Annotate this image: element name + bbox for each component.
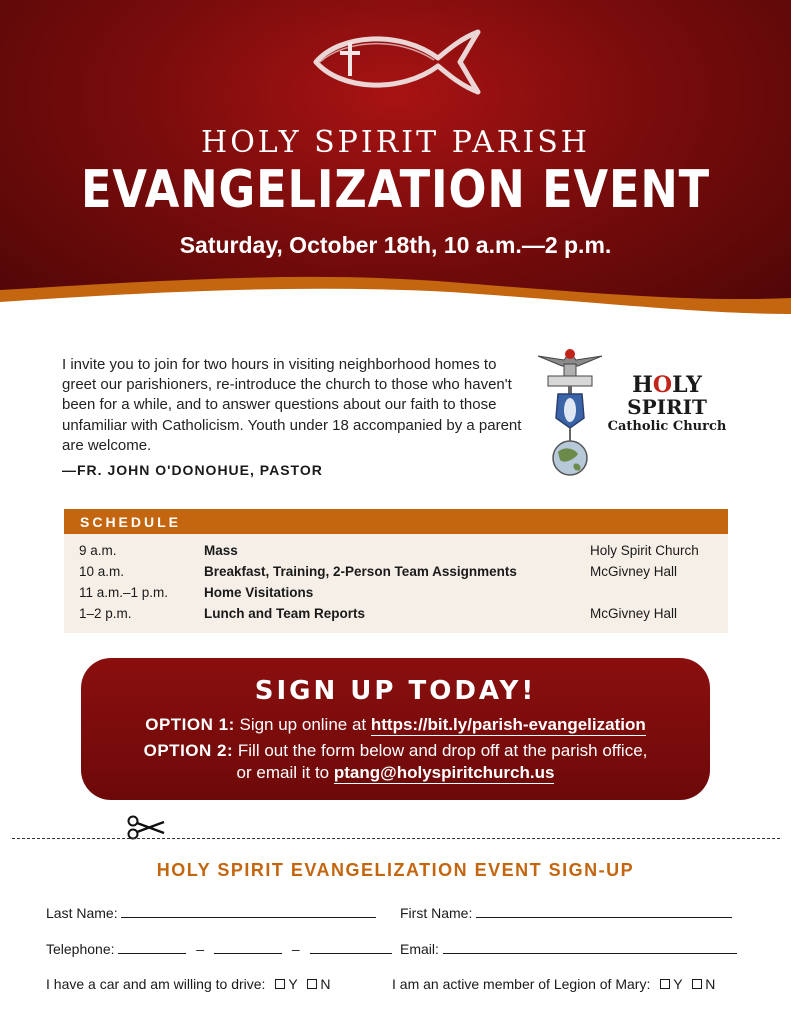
- cut-line: [12, 838, 780, 839]
- scissors-icon: [126, 813, 166, 841]
- schedule-heading: SCHEDULE: [64, 509, 728, 534]
- intro-paragraph: I invite you to join for two hours in visiting neighborhood homes to greet our parishioners, re-introduce the church to those who haven't been for a while, and to answer questions about our faith to those unfamiliar with Catholicism. Youth under 18 accompanied by a parent are welcome.: [62, 356, 522, 454]
- signup-title: SIGN UP TODAY!: [254, 676, 537, 706]
- option-1: OPTION 1: Sign up online at https://bit.ly/parish-evangelization: [145, 715, 646, 734]
- event-title: EVANGELIZATION EVENT: [80, 160, 711, 220]
- last-name-field[interactable]: Last Name:: [46, 904, 376, 921]
- email-line[interactable]: [443, 940, 737, 954]
- schedule-row: 1–2 p.m. Lunch and Team Reports McGivney Hall: [79, 606, 678, 621]
- schedule-row: 9 a.m. Mass Holy Spirit Church: [79, 543, 699, 558]
- schedule-row: 11 a.m.–1 p.m. Home Visitations: [79, 585, 314, 600]
- parish-name: HOLY SPIRIT PARISH: [201, 125, 590, 160]
- first-name-line[interactable]: [476, 904, 732, 918]
- church-logo: HOLY SPIRIT Catholic Church: [607, 372, 727, 434]
- first-name-field[interactable]: First Name:: [400, 904, 732, 921]
- ichthys-fish-icon: [310, 26, 482, 98]
- phone-number-line[interactable]: [310, 940, 392, 954]
- legion-no-checkbox[interactable]: [692, 979, 702, 989]
- flame-icon: O: [652, 372, 673, 398]
- email-field[interactable]: Email:: [400, 940, 737, 957]
- header-banner: [0, 0, 791, 318]
- car-question: I have a car and am willing to drive: Y N: [46, 976, 331, 992]
- form-title: HOLY SPIRIT EVANGELIZATION EVENT SIGN-UP: [156, 860, 635, 880]
- last-name-line[interactable]: [121, 904, 376, 918]
- header-wave: [0, 262, 791, 318]
- telephone-field[interactable]: Telephone: – –: [46, 940, 392, 957]
- phone-prefix-line[interactable]: [214, 940, 282, 954]
- legion-yes-checkbox[interactable]: [660, 979, 670, 989]
- email-link[interactable]: ptang@holyspiritchurch.us: [333, 763, 555, 782]
- signup-url-link[interactable]: https://bit.ly/parish-evangelization: [370, 715, 646, 734]
- signup-box: [81, 658, 710, 800]
- car-no-checkbox[interactable]: [307, 979, 317, 989]
- schedule-row: 10 a.m. Breakfast, Training, 2-Person Team Assignments McGivney Hall: [79, 564, 678, 579]
- pastor-signature: —FR. JOHN O'DONOHUE, PASTOR: [62, 462, 323, 478]
- option-2: OPTION 2: Fill out the form below and drop off at the parish office,: [143, 741, 648, 760]
- option-2-email-line: or email it to ptang@holyspiritchurch.us: [236, 763, 555, 782]
- car-yes-checkbox[interactable]: [275, 979, 285, 989]
- legion-question: I am an active member of Legion of Mary: Y N: [392, 976, 716, 992]
- event-date: Saturday, October 18th, 10 a.m.—2 p.m.: [179, 232, 612, 258]
- phone-area-code-line[interactable]: [118, 940, 186, 954]
- legion-of-mary-emblem-icon: [534, 346, 606, 478]
- schedule-table: [64, 509, 728, 633]
